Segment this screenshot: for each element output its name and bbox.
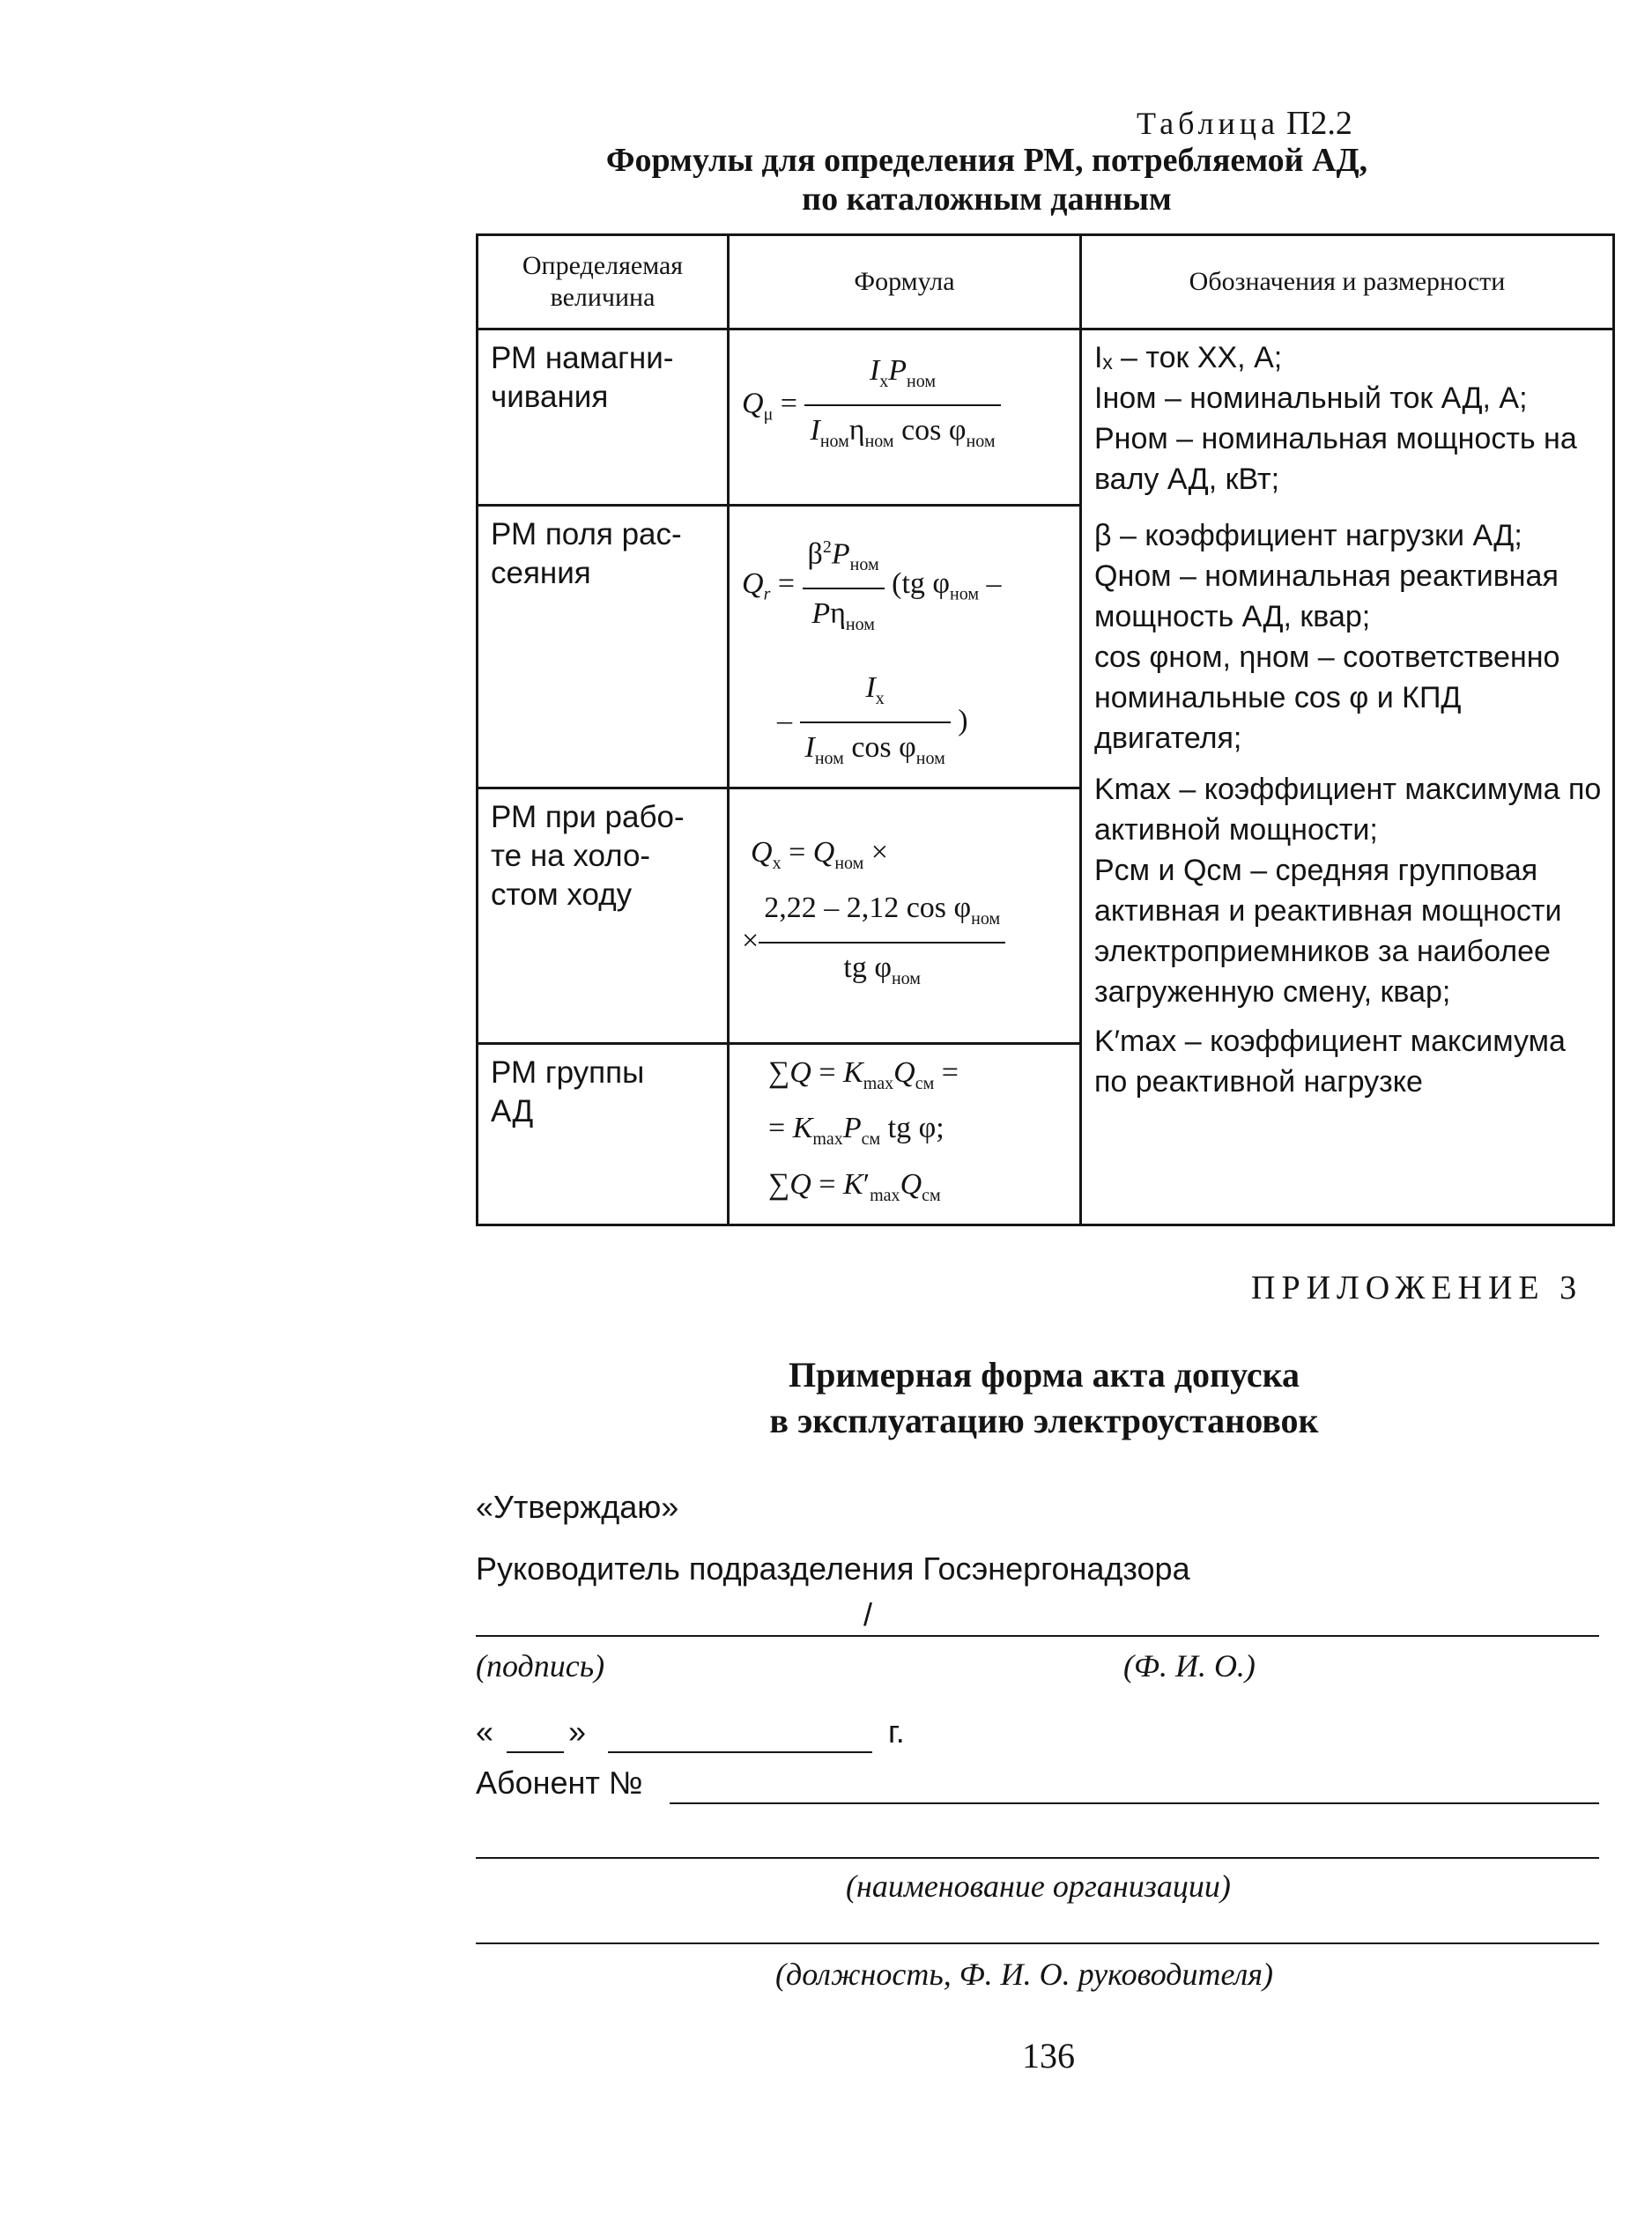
table-title-line-2: по каталожным данным [802, 181, 1172, 218]
header-quantity: Определяемая величина [478, 235, 729, 329]
notation-item: Pсм и Qсм – средняя групповая активная и реактивная мощности электроприемников за наиболее загруженную смену, квар; [1094, 854, 1562, 1009]
quantity-cell [478, 329, 729, 506]
table-label-word: Таблица [1137, 106, 1279, 141]
signature-caption: (подпись) [476, 1648, 605, 1684]
formula-cell [729, 1043, 1081, 1225]
year-suffix: г. [888, 1713, 905, 1750]
notation-item: Qном – номинальная реактивная мощность АД, квар; [1094, 559, 1559, 633]
date-close-quote: » [568, 1713, 587, 1750]
notation-item: β – коэффициент нагрузки АД; [1094, 519, 1522, 552]
position-caption: (должность, Ф. И. О. руководителя) [775, 1957, 1274, 1992]
name-caption: (Ф. И. О.) [1123, 1648, 1256, 1684]
date-open-quote: « [476, 1713, 494, 1750]
notation-item: Iном – номинальный ток АД, А; [1094, 381, 1528, 415]
quantity-text: РМ поля рас- сеяния [491, 517, 682, 590]
form-title-line-1: Примерная форма акта допуска [788, 1355, 1300, 1395]
quantity-text: РМ группы АД [491, 1054, 645, 1128]
table-label [1137, 104, 1352, 143]
organization-caption: (наименование организации) [846, 1868, 1231, 1904]
formula-group: $\sum Q = K_{max}Q_{см}$ = = $K_{max}P_{см}$ tg φ; $\sum Q = K'_{max}Q_{см}$ [768, 1055, 959, 1205]
notation-item: Pном – номинальная мощность на валу АД, кВт; [1094, 422, 1577, 496]
quantity-cell [478, 788, 729, 1043]
quantity-cell [478, 1043, 729, 1225]
table-row [478, 329, 1614, 506]
table-header-row [478, 235, 1614, 329]
date-day-line[interactable] [507, 1751, 564, 1753]
head-of-division-label: Руководитель подразделения Госэнергонадзора [476, 1550, 1190, 1587]
signature-line[interactable] [476, 1635, 1599, 1637]
notation-item: K′max – коэффициент максимума по реактивной нагрузке [1094, 1025, 1566, 1099]
form-title-line-2: в эксплуатацию электроустановок [769, 1401, 1319, 1440]
header-notation: Обозначения и размерности [1081, 235, 1614, 329]
organization-line[interactable] [476, 1857, 1599, 1859]
approve-label: «Утверждаю» [476, 1489, 679, 1525]
formula-no-load: $Q_х = Q_{ном}$ × × $\frac{2,22 - 2,12 \cos \varphi_{ном}}{tg \varphi_{ном}}$ [742, 830, 1067, 1002]
notation-item: Iₓ – ток ХХ, А; [1094, 341, 1283, 374]
notation-cell [1081, 329, 1614, 1225]
formula-cell [729, 329, 1081, 506]
date-month-line[interactable] [608, 1751, 872, 1753]
position-line[interactable] [476, 1942, 1599, 1944]
header-formula: Формула [729, 235, 1081, 329]
table-title-line-1: Формулы для определения РМ, потребляемой АД, [605, 142, 1368, 179]
notation-item: cos φном, ηном – соответственно номинальные cos φ и КПД двигателя; [1094, 640, 1560, 755]
quantity-text: РМ при рабо- те на холо- стом ходу [491, 799, 685, 912]
formula-leakage: $Q_r$ = $\frac{\beta^2P_{ном}}{P\eta_{ном}}$ (tg $\varphi_{ном}$ – – $\frac{I_х}{I_{ном} \cos \varphi_{ном}}$ ) [742, 524, 1067, 781]
subscriber-label: Абонент № [476, 1765, 643, 1801]
formulas-table [476, 233, 1615, 1226]
formula-cell [729, 788, 1081, 1043]
page-number: 136 [1022, 2036, 1075, 2076]
quantity-text: РМ намагни- чивания [491, 341, 674, 414]
appendix-label: ПРИЛОЖЕНИЕ 3 [1251, 1269, 1583, 1306]
notation-item: Kmax – коэффициент максимума по активной мощности; [1094, 773, 1602, 847]
quantity-cell [478, 506, 729, 788]
subscriber-line[interactable] [670, 1802, 1599, 1804]
table-title [476, 141, 1498, 218]
table-label-number: П2.2 [1285, 105, 1352, 142]
formula-magnetizing: $Q_\mu$ = $\frac{I_хP_{ном}}{I_{ном}\eta_{ном} \cos \varphi_{ном}}$ [742, 348, 1067, 464]
form-title [476, 1352, 1612, 1444]
formula-cell [729, 506, 1081, 788]
signature-slash: / [863, 1596, 873, 1632]
